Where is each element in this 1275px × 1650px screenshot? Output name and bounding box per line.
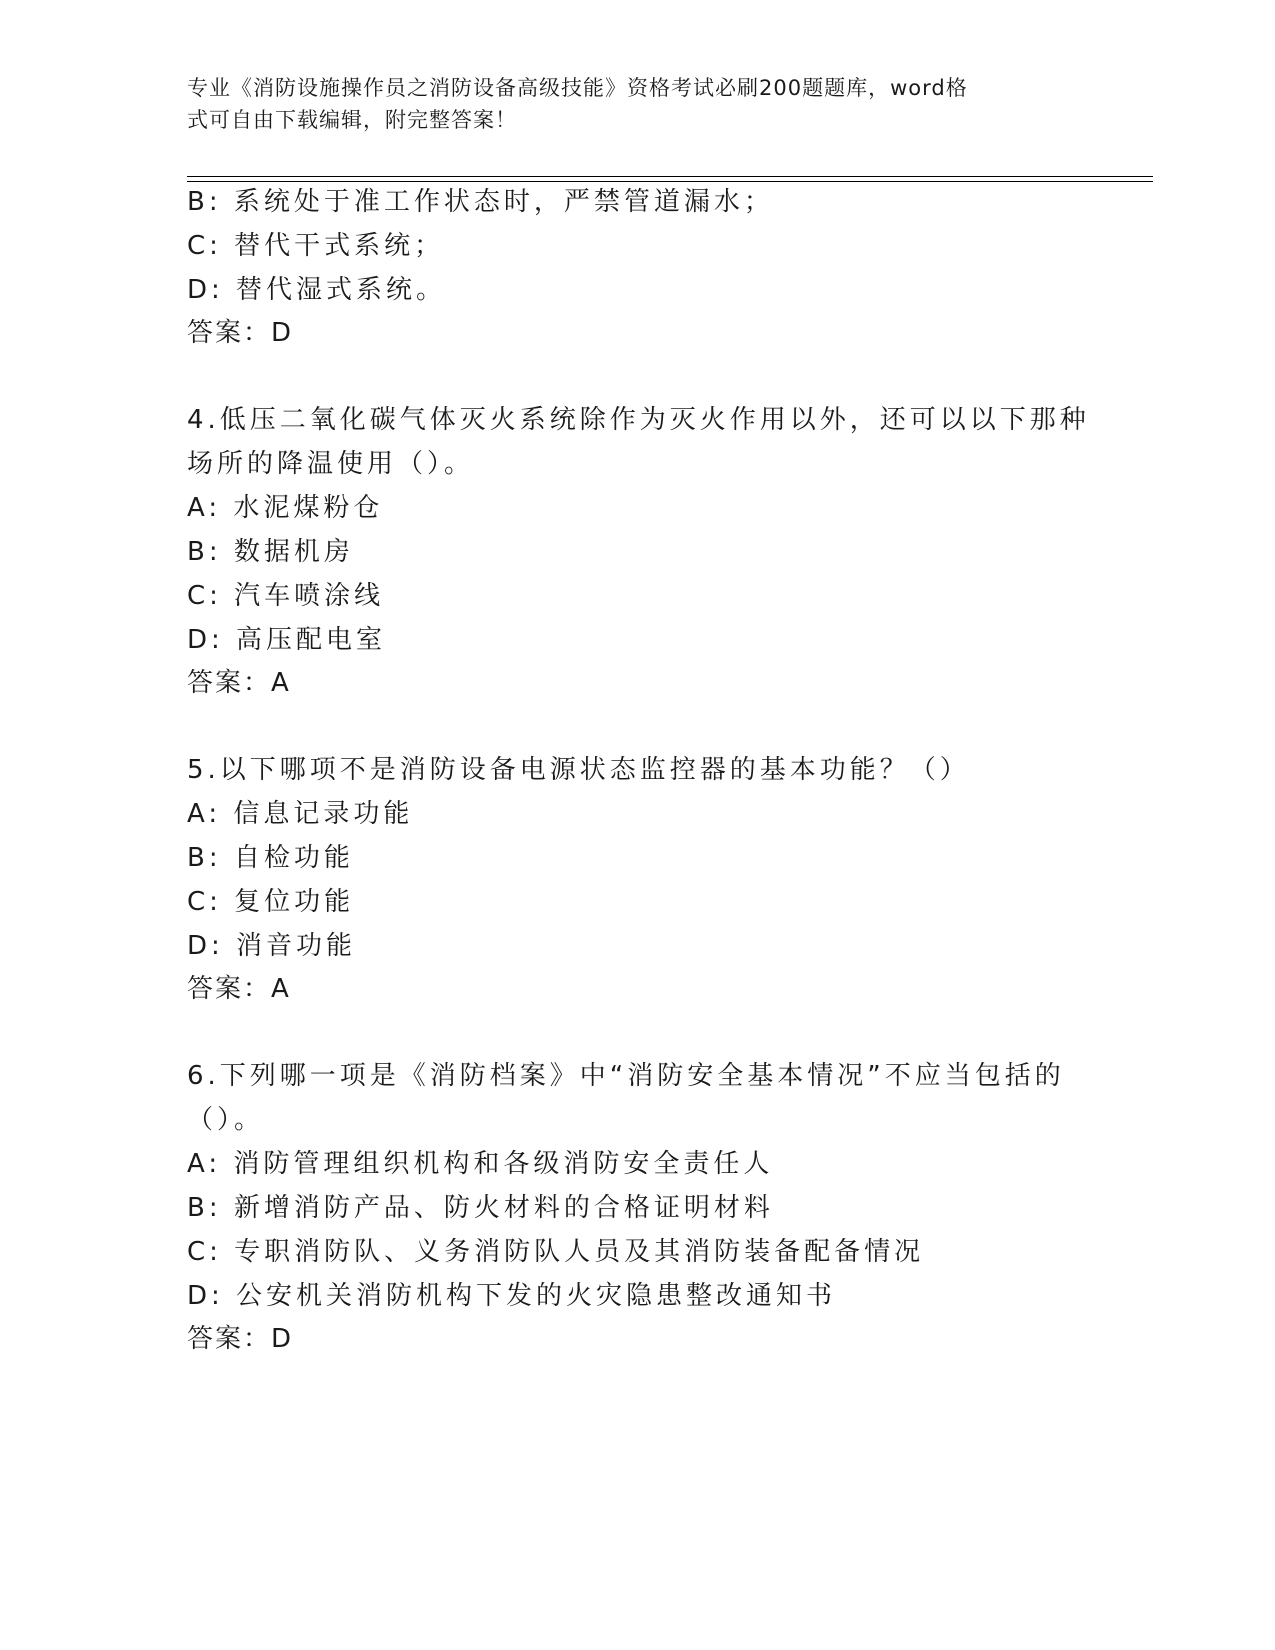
q3-answer: 答案：D: [187, 318, 294, 348]
q5-option-d: D: 消音功能: [187, 931, 357, 961]
q5-option-b: B: 自检功能: [187, 843, 354, 873]
q4-option-d: D: 高压配电室: [187, 625, 387, 655]
q6-stem-line-1: 6.下列哪一项是《消防档案》中“消防安全基本情况”不应当包括的: [187, 1061, 1065, 1091]
q4-stem-line-1: 4.低压二氧化碳气体灭火系统除作为灭火作用以外，还可以以下那种: [187, 405, 1090, 435]
q4-answer: 答案：A: [187, 668, 291, 698]
q6-answer: 答案：D: [187, 1324, 294, 1354]
q4-stem-line-2: 场所的降温使用（）。: [187, 449, 475, 479]
q3-option-c: C: 替代干式系统；: [187, 231, 445, 261]
q4-option-a: A: 水泥煤粉仓: [187, 493, 384, 523]
q3-option-b: B: 系统处于准工作状态时，严禁管道漏水；: [187, 187, 774, 217]
q4-option-b: B: 数据机房: [187, 537, 354, 567]
header-line-2: 式可自由下载编辑，附完整答案！: [187, 108, 517, 132]
q6-option-b: B: 新增消防产品、防火材料的合格证明材料: [187, 1193, 774, 1223]
q5-stem-line-1: 5.以下哪项不是消防设备电源状态监控器的基本功能？（）: [187, 755, 970, 785]
q4-option-c: C: 汽车喷涂线: [187, 581, 385, 611]
q5-option-a: A: 信息记录功能: [187, 799, 414, 829]
header-divider-top: [187, 176, 1153, 177]
q3-option-d: D: 替代湿式系统。: [187, 275, 447, 305]
q6-option-a: A: 消防管理组织机构和各级消防安全责任人: [187, 1149, 774, 1179]
q6-option-c: C: 专职消防队、义务消防队人员及其消防装备配备情况: [187, 1237, 925, 1267]
document-header: [187, 72, 1087, 136]
header-line-1: 专业《消防设施操作员之消防设备高级技能》资格考试必刷200题题库，word格: [187, 76, 968, 100]
q6-stem-line-2: （）。: [187, 1105, 265, 1135]
q6-option-d: D: 公安机关消防机构下发的火灾隐患整改通知书: [187, 1281, 837, 1311]
q5-answer: 答案：A: [187, 974, 291, 1004]
q5-option-c: C: 复位功能: [187, 887, 355, 917]
